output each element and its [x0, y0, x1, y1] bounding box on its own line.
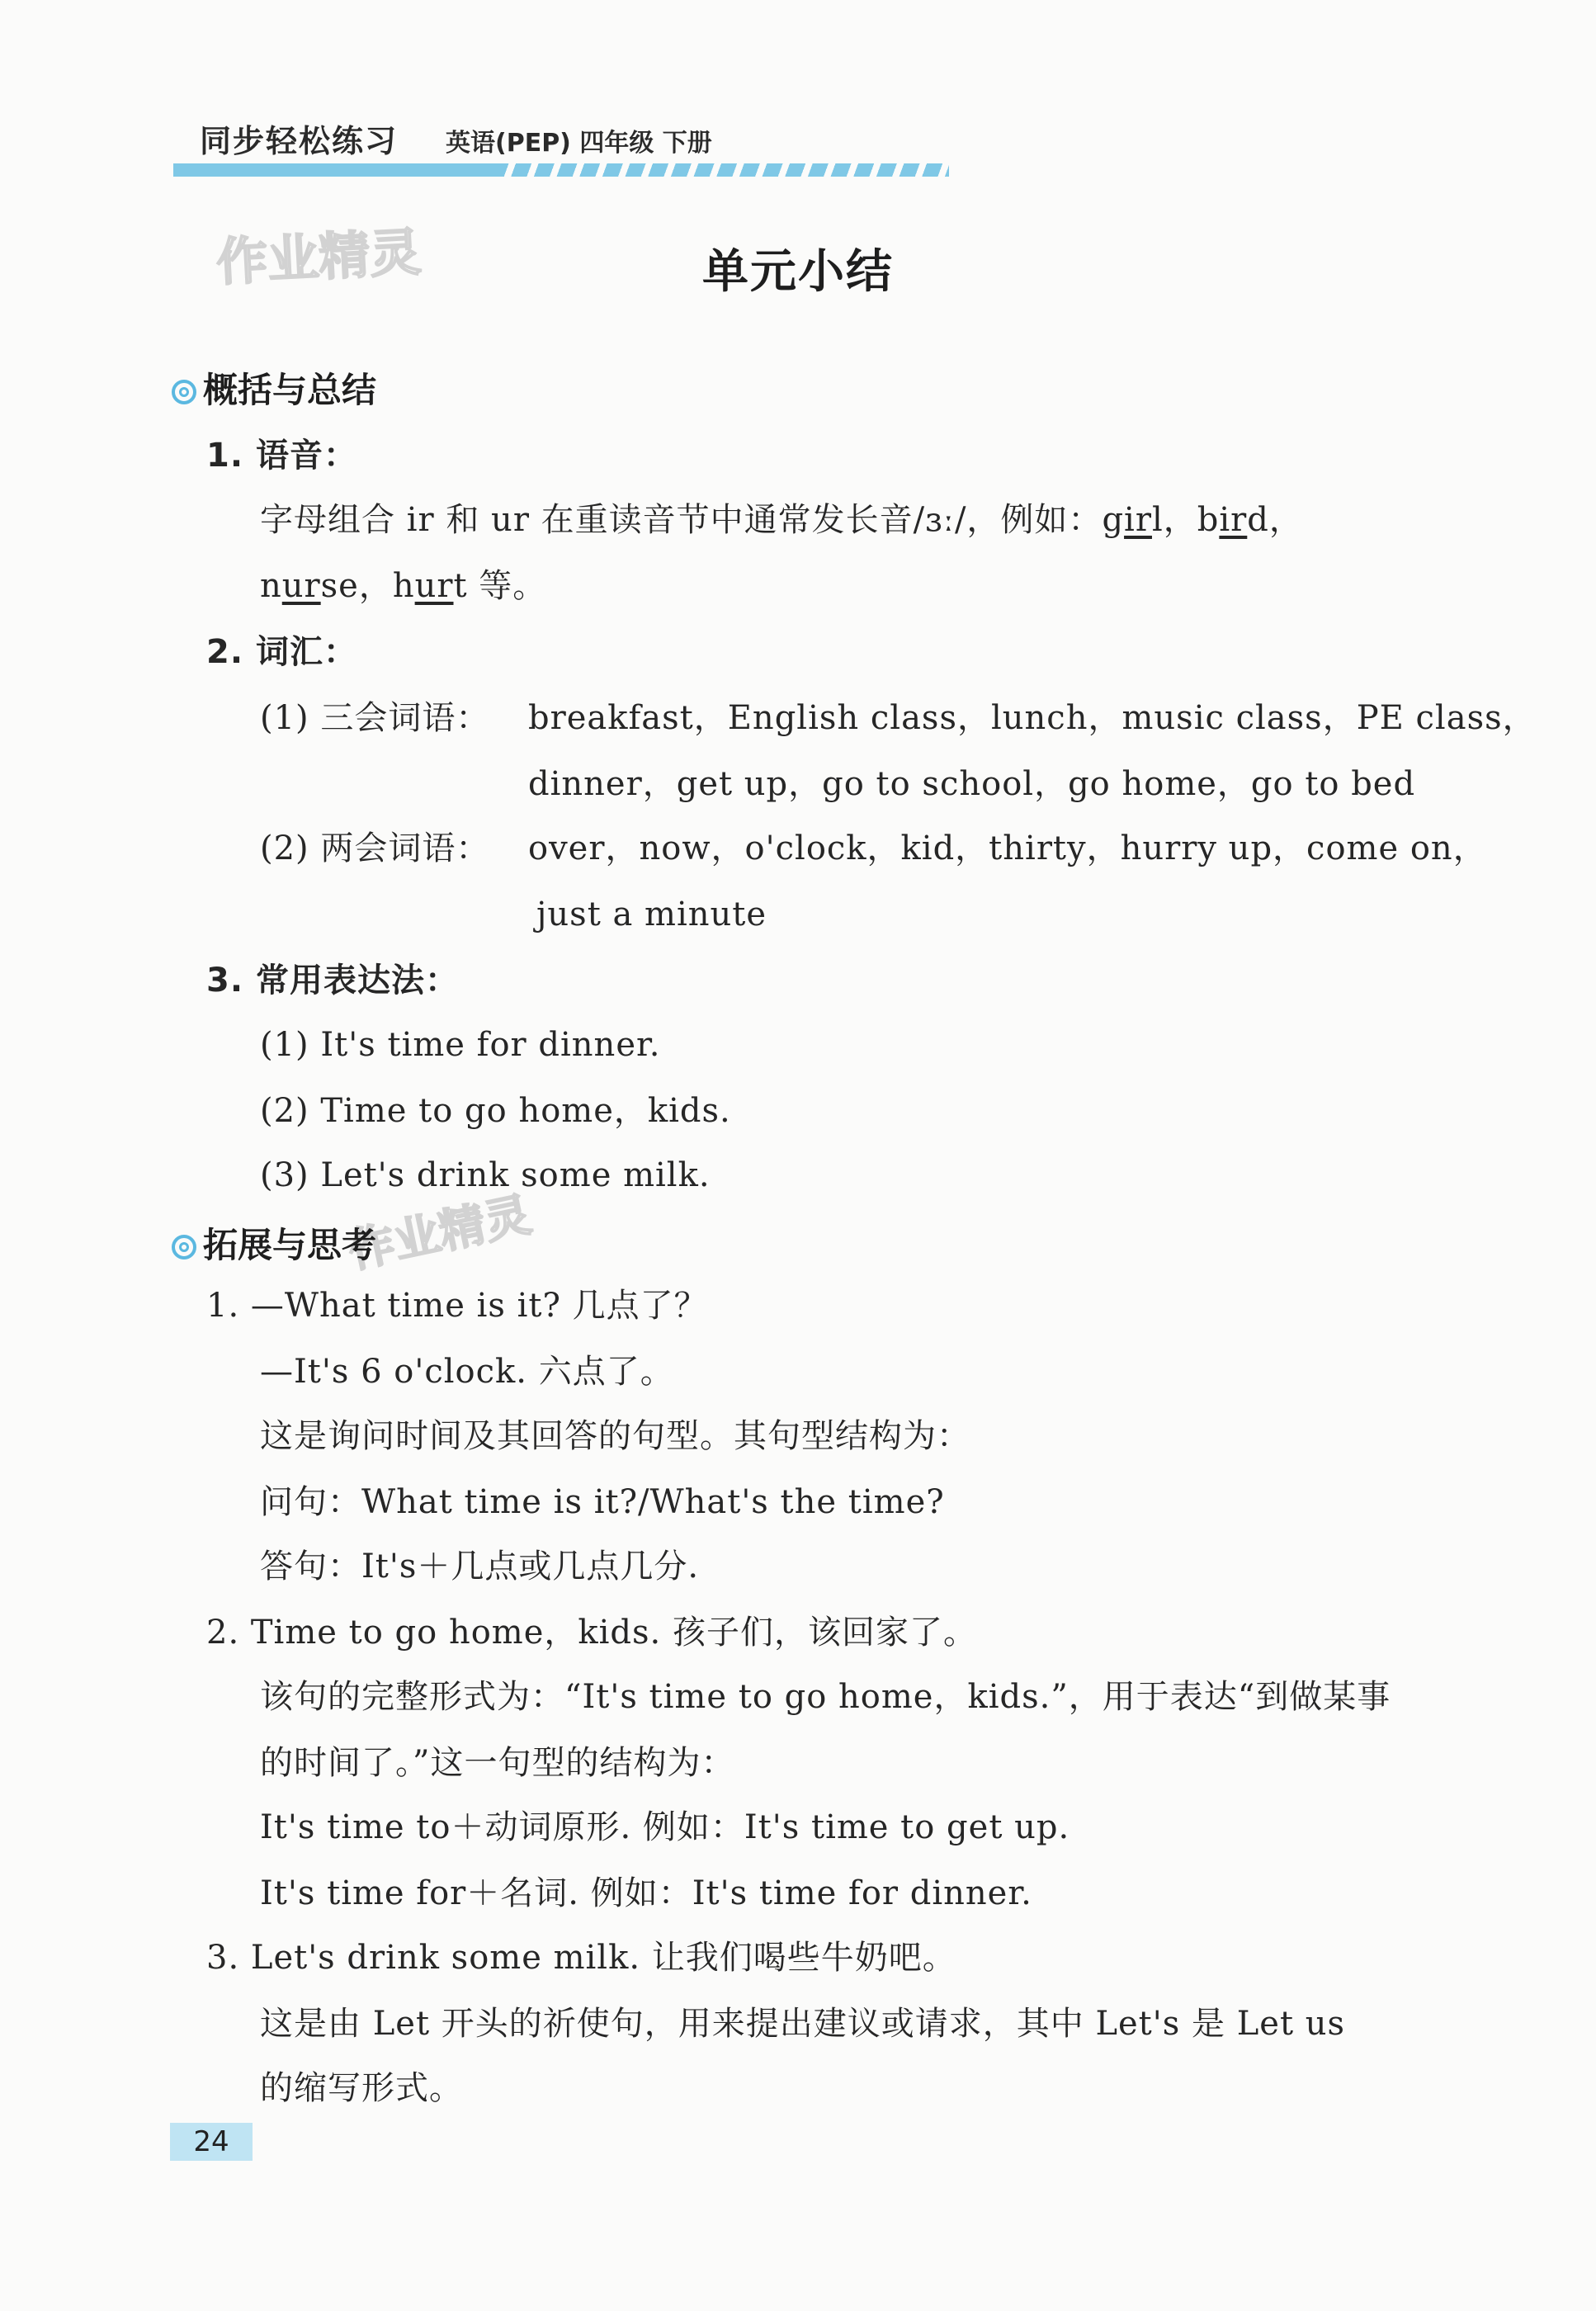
example-nurse-ur: ur: [281, 567, 321, 605]
extension-line: 这是由 Let 开头的祈使句，用来提出建议或请求，其中 Let's 是 Let us: [260, 2005, 1346, 2043]
example-bird-ir: ir: [1219, 501, 1248, 539]
vocab-sub1-line2: dinner，get up，go to school，go home，go to bed: [528, 765, 1416, 803]
watermark-logo: 作业精灵: [343, 1188, 536, 1279]
example-hurt-ur: ur: [414, 567, 454, 605]
example-girl-ir: ir: [1124, 501, 1152, 539]
phonics-rule: 字母组合 ir 和 ur 在重读音节中通常发长音/ɜː/，例如：: [260, 501, 1103, 539]
extension-line: It's time for＋名词. 例如：It's time for dinner.: [260, 1874, 1032, 1912]
vocab-sub1-label: (1) 三会词语：: [260, 699, 490, 737]
series-title: 同步轻松练习: [200, 123, 399, 159]
section-heading-text: 拓展与思考: [203, 1225, 377, 1265]
expression-line: (3) Let's drink some milk.: [260, 1156, 711, 1194]
example-nurse-part: n: [260, 567, 282, 605]
example-nurse-part: se，h: [320, 567, 415, 605]
section-heading-text: 概括与总结: [203, 370, 377, 410]
extension-line: 1. —What time is it? 几点了？: [206, 1287, 708, 1325]
section-heading-summary: [172, 363, 376, 413]
example-bird-part: b: [1197, 501, 1220, 539]
watermark-logo: 作业精灵: [215, 221, 423, 293]
item-label-expressions: 3. 常用表达法：: [206, 962, 459, 1000]
header-solid-bar: [173, 163, 503, 177]
item-label-vocab: 2. 词汇：: [206, 633, 357, 671]
vocab-sub2-label: (2) 两会词语：: [260, 829, 490, 867]
subject-grade: 英语(PEP) 四年级 下册: [446, 129, 712, 158]
extension-line: 的时间了。”这一句型的结构为：: [260, 1744, 735, 1782]
target-ring-icon: [172, 380, 196, 404]
phonics-line-2: [260, 569, 546, 603]
extension-line: 问句：What time is it?/What's the time?: [260, 1483, 945, 1521]
expression-line: (1) It's time for dinner.: [260, 1026, 661, 1064]
example-girl-part: l，: [1151, 501, 1197, 539]
page-header: [173, 116, 949, 182]
extension-line: It's time to＋动词原形. 例如：It's time to get up.: [260, 1808, 1070, 1846]
extension-line: 2. Time to go home，kids. 孩子们，该回家了。: [206, 1614, 977, 1652]
page-title: 单元小结: [702, 245, 894, 299]
target-ring-icon: [172, 1235, 196, 1259]
extension-line: 该句的完整形式为：“It's time to go home，kids.”，用于表达“到做某事: [260, 1678, 1391, 1716]
phonics-line-1: [260, 501, 1303, 539]
item-label-phonics: 1. 语音：: [206, 437, 357, 475]
vocab-sub2-line1: over，now，o'clock，kid，thirty，hurry up，come on，: [528, 829, 1487, 867]
example-girl-part: g: [1102, 501, 1125, 539]
extension-line: 3. Let's drink some milk. 让我们喝些牛奶吧。: [206, 1939, 956, 1977]
expression-line: (2) Time to go home，kids.: [260, 1092, 731, 1130]
extension-line: 的缩写形式。: [260, 2069, 463, 2107]
section-heading-extension: [172, 1218, 376, 1268]
extension-line: —It's 6 o'clock. 六点了。: [260, 1353, 674, 1391]
example-hurt-part: t 等。: [453, 567, 547, 605]
extension-line: 答句：It's＋几点或几点几分.: [260, 1548, 700, 1586]
page-number: 24: [170, 2123, 253, 2161]
vocab-sub1-line1: breakfast，English class，lunch，music class，PE class，: [528, 699, 1537, 737]
example-bird-part: d，: [1247, 501, 1303, 539]
vocab-sub2-line2: just a minute: [536, 896, 767, 933]
extension-line: 这是询问时间及其回答的句型。其句型结构为：: [260, 1417, 970, 1455]
